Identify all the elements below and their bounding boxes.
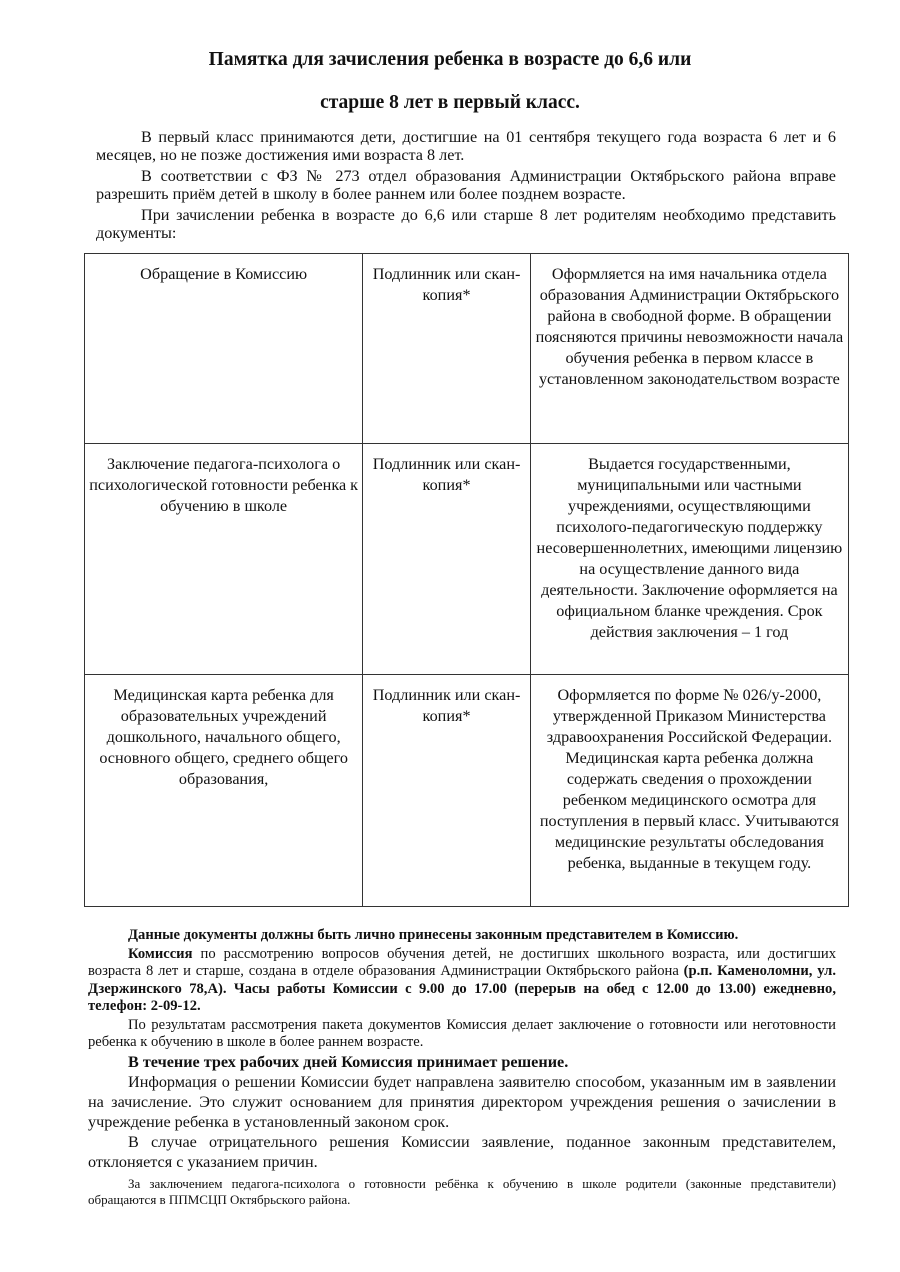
commission-text: по рассмотрению вопросов обучения детей, не достигших школьного возраста, или достигших возраста 8 лет и старше, создана в отделе образования Администрации Октябрьского района [88, 945, 836, 979]
table-row [85, 444, 849, 675]
commission-info [88, 946, 836, 1016]
intro-paragraph: При зачислении ребенка в возрасте до 6,6 или старше 8 лет родителям необходимо представить документы: [96, 206, 836, 242]
conclusion-paragraph: По результатам рассмотрения пакета документов Комиссия делает заключение о готовности или неготовности ребенка к обучению в школе в более раннем возрасте. [88, 1016, 836, 1050]
document-note-cell: Оформляется по форме № 026/у-2000, утвержденной Приказом Министерства здравоохранения Российской Федерации. Медицинская карта ребенка должна содержать сведения о прохождении ребенком медицинского осмотра для поступления в первый класс. Учитываются медицинские результаты обследования ребенка, выданные в текущем году. [530, 675, 848, 907]
decision-deadline: В течение трех рабочих дней Комиссия принимает решение. [128, 1052, 569, 1071]
intro-paragraph: В первый класс принимаются дети, достигшие на 01 сентября текущего года возраста 6 лет и 6 месяцев, но не позже достижения ими возраста 8 лет. [96, 128, 836, 164]
document-note-cell: Выдается государственными, муниципальными или частными учреждениями, осуществляющими психолого-педагогическую поддержку несовершеннолетних, имеющими лицензию на осуществление данного вида деятельности. Заключение оформляется на официальном бланке чреждения. Срок действия заключения – 1 год [530, 444, 848, 675]
intro-section [96, 128, 836, 245]
psychologist-note: За заключением педагога-психолога о готовности ребёнка к обучению в школе родители (законные представители) обращаются в ППМСЦП Октябрьского района. [88, 1175, 836, 1207]
document-form-cell: Подлинник или скан-копия* [363, 675, 531, 907]
lower-section [88, 927, 836, 1208]
table-row [85, 254, 849, 444]
commission-label: Комиссия [128, 945, 193, 962]
document-form-cell: Подлинник или скан-копия* [363, 444, 531, 675]
intro-paragraph: В соответствии с ФЗ № 273 отдел образования Администрации Октябрьского района вправе разрешить приём детей в школу в более раннем или более позднем возрасте. [96, 167, 836, 203]
document-name-cell: Заключение педагога-психолога о психологической готовности ребенка к обучению в школе [85, 444, 363, 675]
commission-contacts: (р.п. Каменоломни, ул. Дзержинского 78,А). Часы работы Комиссии с 9.00 до 17.00 (перерыв на обед с 12.00 до 13.00) ежедневно, телефон: 2-09-12. [88, 963, 836, 1014]
table-row [85, 675, 849, 907]
decision-info-paragraph: Информация о решении Комиссии будет направлена заявителю способом, указанным им в заявлении на зачисление. Это служит основанием для принятия директором учреждения решения о зачислении в учреждение ребенка в установленный законом срок. [88, 1072, 836, 1131]
document-name-cell: Медицинская карта ребенка для образовательных учреждений дошкольного, начального общего, основного общего, среднего общего образования, [85, 675, 363, 907]
document-form-cell: Подлинник или скан-копия* [363, 254, 531, 444]
page-title-line-2: старше 8 лет в первый класс. [320, 92, 580, 113]
document-name-cell: Обращение в Комиссию [85, 254, 363, 444]
documents-table [84, 253, 849, 907]
personal-submission-note: Данные документы должны быть лично принесены законным представителем в Комиссию. [128, 927, 739, 943]
page-title-line-1: Памятка для зачисления ребенка в возрасте до 6,6 или [208, 49, 692, 70]
document-note-cell: Оформляется на имя начальника отдела образования Администрации Октябрьского района в свободной форме. В обращении поясняются причины невозможности начала обучения ребенка в первом классе в установленном законодательством возрасте [530, 254, 848, 444]
rejection-paragraph: В случае отрицательного решения Комиссии заявление, поданное законным представителем, отклоняется с указанием причин. [88, 1132, 836, 1171]
